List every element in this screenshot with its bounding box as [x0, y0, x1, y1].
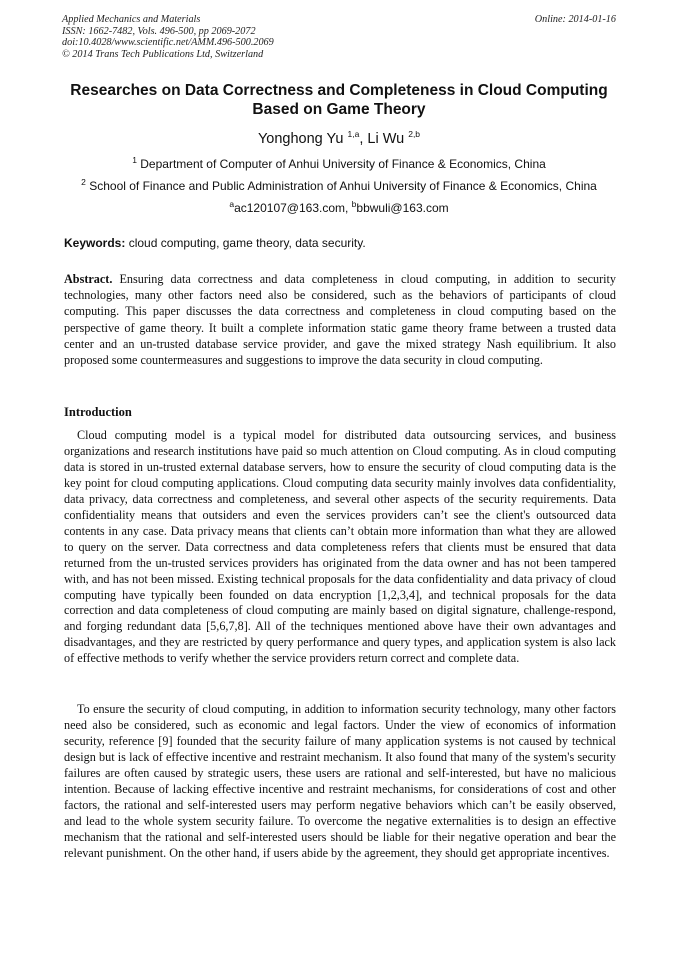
affiliation-1 — [30, 157, 648, 171]
email-b: bbwuli@163.com — [356, 201, 449, 215]
title-line-1: Researches on Data Correctness and Completeness in Cloud Computing — [70, 82, 608, 99]
author-list — [40, 131, 638, 147]
affiliation-marker: 2 — [81, 177, 86, 187]
issn-line: ISSN: 1662-7482, Vols. 496-500, pp 2069-2072 — [62, 25, 256, 37]
affiliation-text: Department of Computer of Anhui University of Finance & Economics, China — [140, 157, 546, 171]
doi-line: doi:10.4028/www.scientific.net/AMM.496-500.2069 — [62, 37, 274, 48]
email-marker: b — [351, 199, 357, 209]
author-name: Yonghong Yu — [257, 131, 344, 147]
abstract-label: Abstract. — [64, 272, 113, 286]
author-emails — [30, 201, 648, 215]
online-date: Online: 2014-01-16 — [534, 14, 616, 25]
body-paragraph: Cloud computing model is a typical model for distributed data outsourcing services, and business organizations and research institutions have paid so much attention on Cloud computing. As in cloud computing data is stored in un-trusted external database servers, how to ensure the security of cloud computing data is the key point for cloud computing applications. Cloud computing data security mainly involves data confidentiality, data privacy, data correctness and completeness, and several other aspects of the security requirements. Data confidentiality means that outsiders and even the services providers can’t see the client's outsourced data contents in any case. Data privacy means that clients can’t obtain more information than what they are allowed to query on the server. Data correctness and data completeness refers that clients must be ensured that data returned from the un-trusted services providers has originated from the data owner and has not been tampered with, and has not been missed. Existing technical proposals for the data confidentiality and data privacy of cloud computing have typically been founded on data encryption [1,2,3,4], and technical proposals for the data correction and data completeness of cloud computing are mainly based on digital signature, challenge-respond, and forging redundant data [5,6,7,8]. All of the techniques mentioned above have their own advantages and disadvantages, and they are restricted by query performance and query types, and application system is also lack of effective methods to verify whether the service providers return correct and complete data. — [64, 428, 616, 666]
author-affiliation-marker: 2,b — [408, 129, 421, 140]
keywords-label: Keywords: — [64, 236, 126, 250]
title-line-2: Based on Game Theory — [252, 101, 426, 118]
copyright-line: © 2014 Trans Tech Publications Ltd, Switzerland — [62, 48, 264, 60]
affiliation-marker: 1 — [132, 155, 137, 165]
affiliation-2 — [30, 179, 648, 193]
keywords-text: cloud computing, game theory, data security. — [125, 236, 366, 250]
email-a: ac120107@163.com, — [234, 201, 352, 215]
author-affiliation-marker: 1,a — [347, 129, 360, 140]
journal-header — [62, 14, 616, 60]
body-paragraph: To ensure the security of cloud computing, in addition to information security technology, many other factors need also be considered, such as economic and legal factors. Under the view of economics of information security, reference [9] founded that the security failure of many application systems is not caused by technical design but is lack of effective incentive and restraint mechanism. It also found that many of the system's security failures are often caused by strategic users, these users are rational and self-interested, but have no malicious intention. Because of lacking effective incentive and restraint mechanisms, for considerations of cost and other factors, the rational and self-interested users may perform negative behaviors which can’t be easily observed, and lead to the whole system security failure. To overcome the negative externalities is to design an effective mechanism that the rational and self-interested users should be liable for their negative operation and bear the relevant punishment. On the other hand, if users abide by the agreement, they should get appropriate incentives. — [64, 702, 616, 860]
affiliation-text: School of Finance and Public Administration of Anhui University of Finance & Economics, China — [89, 179, 597, 193]
email-marker: a — [229, 199, 235, 209]
journal-name: Applied Mechanics and Materials — [62, 14, 201, 25]
abstract — [64, 271, 616, 368]
abstract-text: Ensuring data correctness and data completeness in cloud computing, in addition to security technologies, many other factors need also be considered, such as the behaviors of participants of cloud computing. This paper discusses the data correctness and completeness in cloud computing based on the perspective of game theory. It built a complete information static game theory frame between a trusted data center and an un-trusted database service provider, and gave the mixed strategy Nash equilibrium. It also proposed some countermeasures and suggestions to improve the data security in cloud computing. — [64, 272, 616, 368]
author-name: Li Wu — [367, 131, 405, 147]
keywords — [64, 236, 616, 250]
paper-title — [40, 81, 638, 119]
author-separator: , — [359, 131, 368, 147]
section-heading-introduction: Introduction — [64, 405, 132, 419]
